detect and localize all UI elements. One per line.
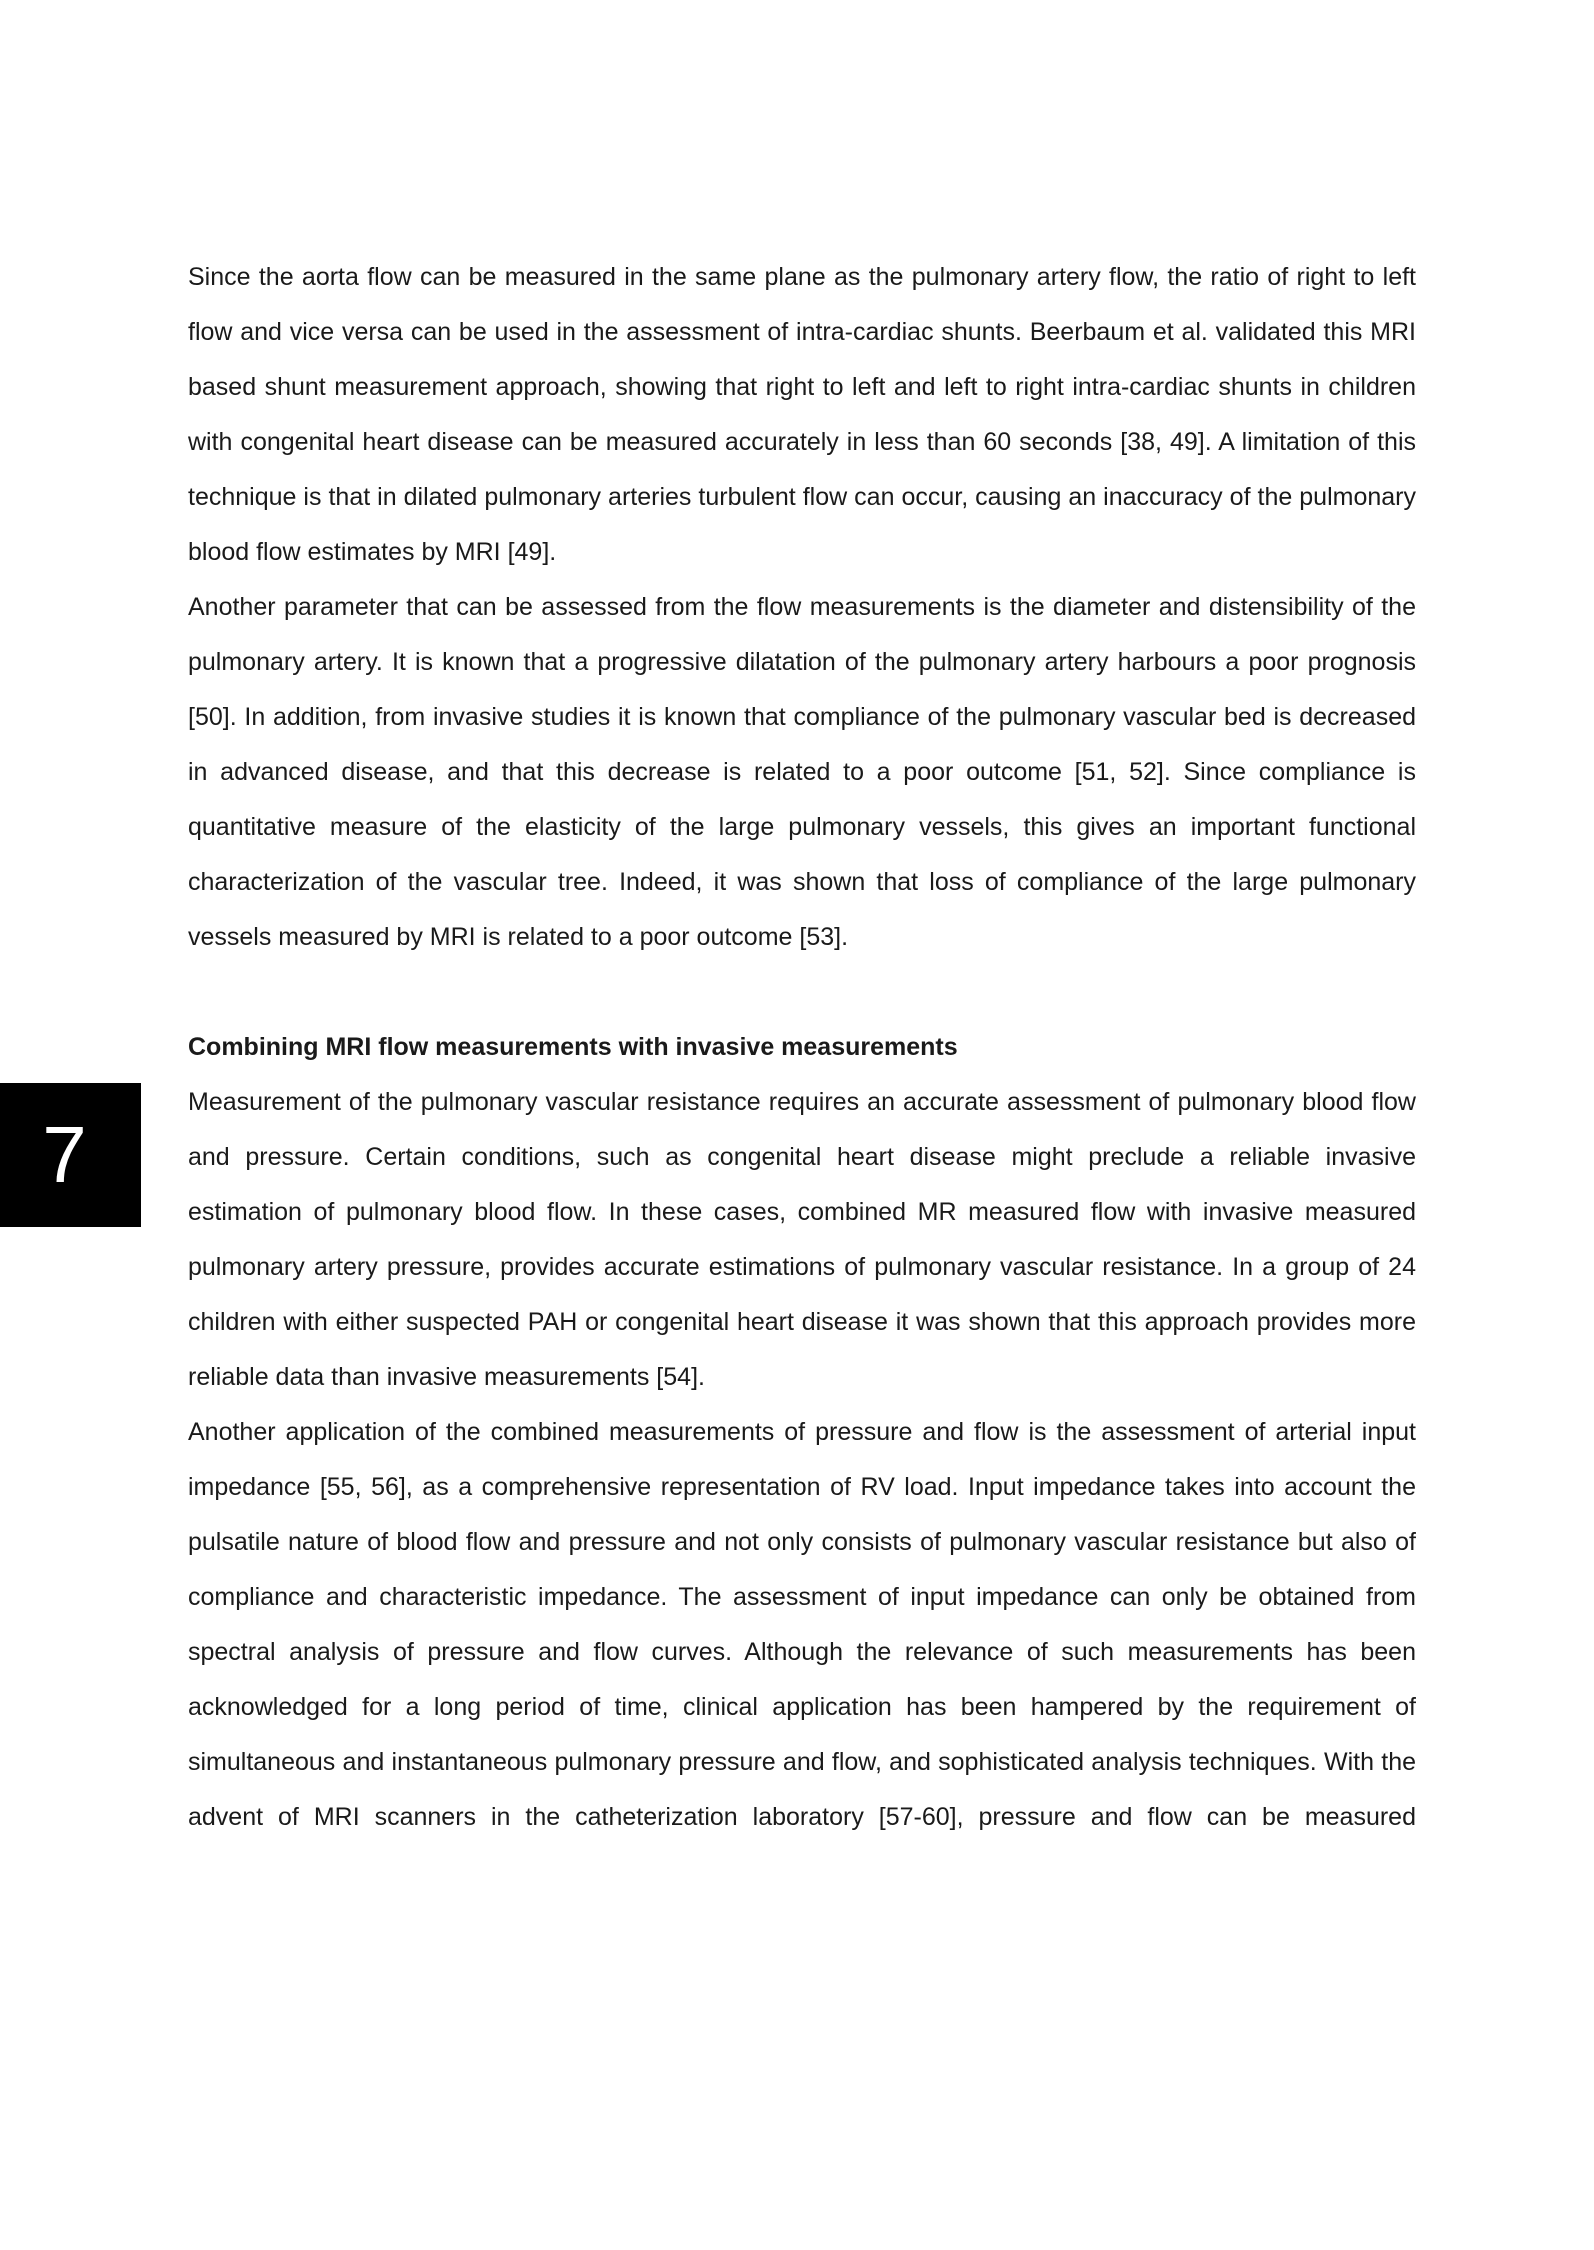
- section-heading: Combining MRI flow measurements with invasive measurements: [188, 1033, 958, 1061]
- body-text: [188, 250, 1416, 1845]
- paragraph-input-impedance: Another application of the combined measurements of pressure and flow is the assessment of arterial input impedance [55, 56], as a comprehensive representation of RV load. Input impedance takes into account the pulsatile nature of blood flow and pressure and not only consists of pulmonary vascular resistance but also of compliance and characteristic impedance. The assessment of input impedance can only be obtained from spectral analysis of pressure and flow curves. Although the relevance of such measurements has been acknowledged for a long period of time, clinical application has been hampered by the requirement of simultaneous and instantaneous pulmonary pressure and flow, and sophisticated analysis techniques. With the advent of MRI scanners in the catheterization laboratory [57-60], pressure and flow can be measured: [188, 1418, 1416, 1831]
- paragraph-vascular-resistance: Measurement of the pulmonary vascular resistance requires an accurate assessment of pulmonary blood flow and pressure. Certain conditions, such as congenital heart disease might preclude a reliable invasive estimation of pulmonary blood flow. In these cases, combined MR measured flow with invasive measured pulmonary artery pressure, provides accurate estimations of pulmonary vascular resistance. In a group of 24 children with either suspected PAH or congenital heart disease it was shown that this approach provides more reliable data than invasive measurements [54].: [188, 1088, 1416, 1391]
- paragraph-shunt-assessment: Since the aorta flow can be measured in the same plane as the pulmonary artery flow, the ratio of right to left flow and vice versa can be used in the assessment of intra-cardiac shunts. Beerbaum et al. validated this MRI based shunt measurement approach, showing that right to left and left to right intra-cardiac shunts in children with congenital heart disease can be measured accurately in less than 60 seconds [38, 49]. A limitation of this technique is that in dilated pulmonary arteries turbulent flow can occur, causing an inaccuracy of the pulmonary blood flow estimates by MRI [49].: [188, 263, 1416, 566]
- chapter-number-tab: [0, 1083, 141, 1227]
- paragraph-compliance: Another parameter that can be assessed from the flow measurements is the diameter and distensibility of the pulmonary artery. It is known that a progressive dilatation of the pulmonary artery harbours a poor prognosis [50]. In addition, from invasive studies it is known that compliance of the pulmonary vascular bed is decreased in advanced disease, and that this decrease is related to a poor outcome [51, 52]. Since compliance is quantitative measure of the elasticity of the large pulmonary vessels, this gives an important functional characterization of the vascular tree. Indeed, it was shown that loss of compliance of the large pulmonary vessels measured by MRI is related to a poor outcome [53].: [188, 593, 1416, 951]
- chapter-number: 7: [42, 1110, 87, 1199]
